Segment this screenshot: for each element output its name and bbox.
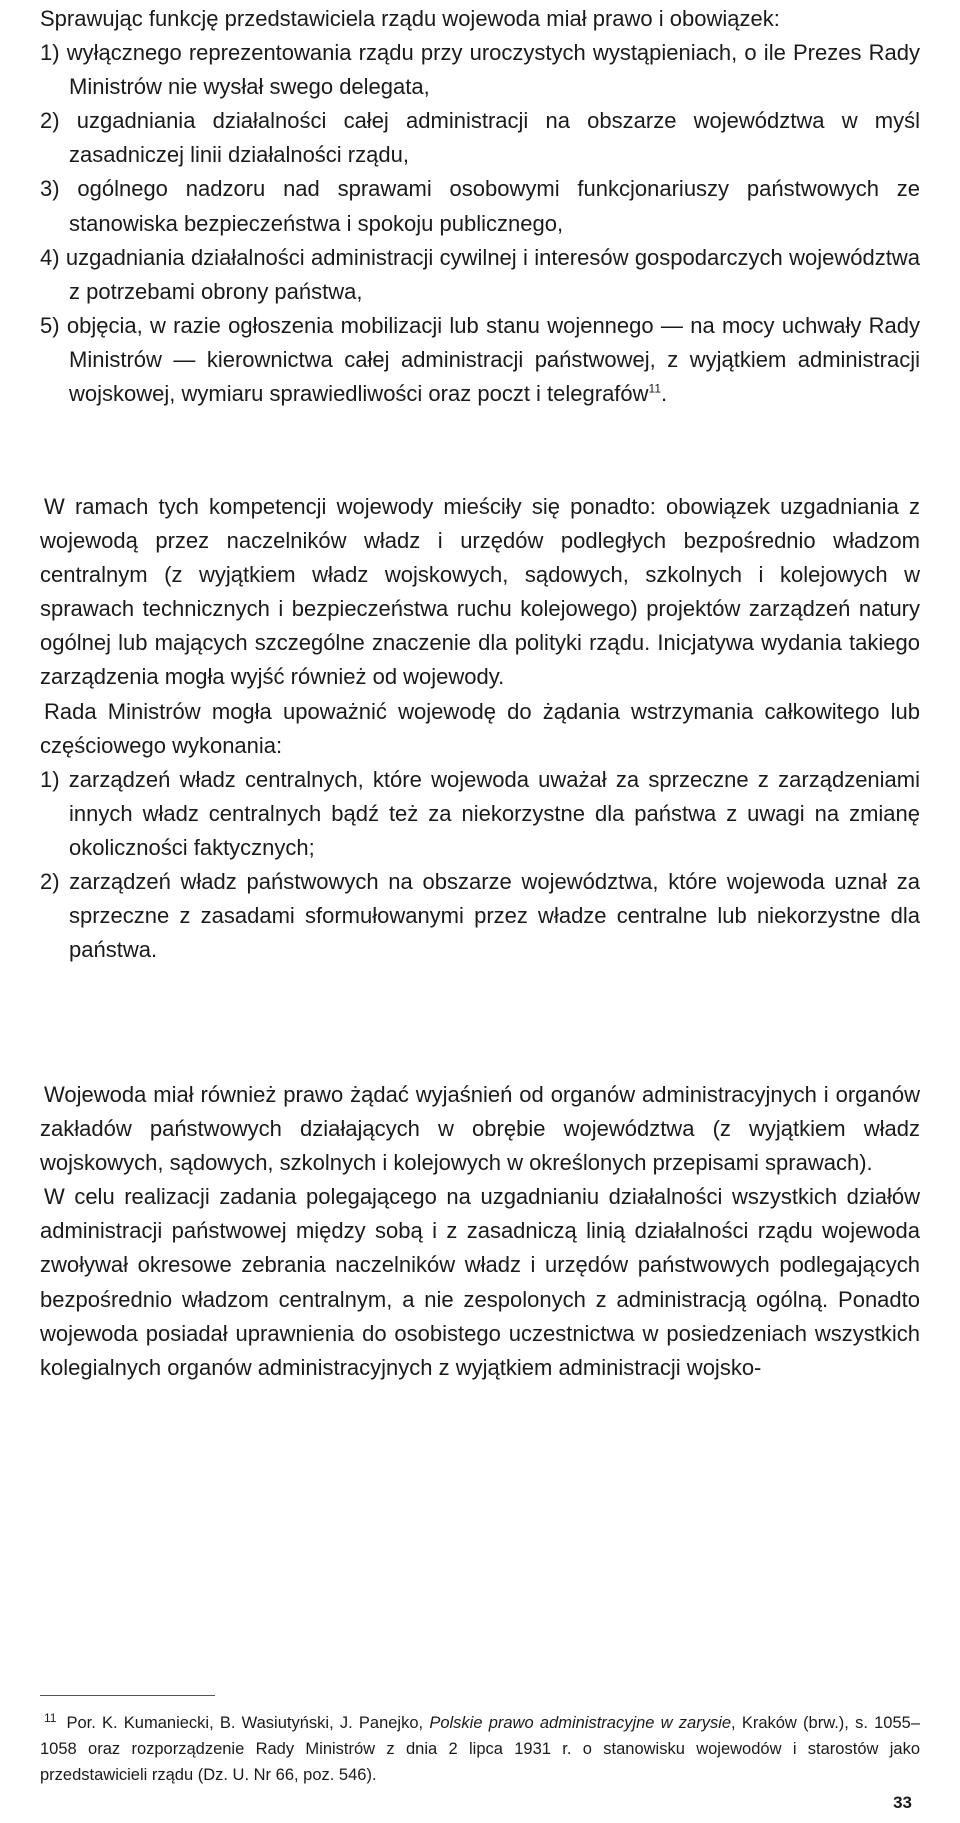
footnote-text-before: Por. K. Kumaniecki, B. Wasiutyński, J. Panejko,	[66, 1714, 430, 1732]
page-number: 33	[893, 1793, 912, 1812]
section-explanations	[40, 1078, 920, 1385]
list-item: 3) ogólnego nadzoru nad sprawami osobowymi funkcjonariuszy państwowych ze stanowiska bezpieczeństwa i spokoju publicznego,	[40, 176, 920, 236]
section-competences	[40, 490, 920, 967]
list-item-text: 5) objęcia, w razie ogłoszenia mobilizacji lub stanu wojennego — na mocy uchwały Rady Ministrów — kierownictwa całej administracji państwowej, z wyjątkiem administracji wojskowej, wymiaru sprawiedliwości oraz poczt i telegrafów	[40, 312, 920, 407]
footnote-divider	[40, 1695, 215, 1696]
list-item-end: .	[661, 381, 668, 407]
footnote-mark: 11	[44, 1710, 57, 1725]
footnote-reference: 11	[648, 381, 662, 396]
list-item: 2) zarządzeń władz państwowych na obszarze województwa, które wojewoda uznał za sprzeczne z zasadami sformułowanymi przez władze centralne lub niekorzystne dla państwa.	[40, 869, 920, 963]
list-item	[40, 309, 920, 411]
body-paragraph: W celu realizacji zadania polegającego na uzgadnianiu działalności wszystkich działów administracji państwowej między sobą i z zasadniczą linią działalności rządu wojewoda zwoływał okresowe zebrania naczelników władz i urzędów państwowych podlegających bezpośrednio władzom centralnym, a nie zespolonych z administracją ogólną. Ponadto wojewoda posiadał uprawnienia do osobistego uczestnictwa w posiedzeniach wszystkich kolegialnych organów administracyjnych z wyjątkiem administracji wojsko-	[40, 1184, 920, 1380]
body-paragraph: Rada Ministrów mogła upoważnić wojewodę do żądania wstrzymania całkowitego lub częściowego wykonania:	[40, 698, 920, 758]
list-item: 1) wyłącznego reprezentowania rządu przy uroczystych wystąpieniach, o ile Prezes Rady Ministrów nie wysłał swego delegata,	[40, 40, 920, 100]
footnote-book-title: Polskie prawo administracyjne w zarysie	[429, 1714, 732, 1732]
footnote	[40, 1710, 920, 1788]
body-paragraph: Wojewoda miał również prawo żądać wyjaśnień od organów administracyjnych i organów zakładów państwowych działających w obrębie województwa (z wyjątkiem władz wojskowych, sądowych, szkolnych i kolejowych w określonych przepisami sprawach).	[40, 1082, 920, 1176]
list-item: 1) zarządzeń władz centralnych, które wojewoda uważał za sprzeczne z zarządzeniami innych władz centralnych bądź też za niekorzystne dla państwa z uwagi na zmianę okoliczności faktycznych;	[40, 766, 920, 860]
footnote-text-after: , Kraków (brw.), s. 1055–1058 oraz rozporządzenie Rady Ministrów z dnia 2 lipca 1931 r. o stanowisku wojewodów i starostów jako przedstawicieli rządu (Dz. U. Nr 66, poz. 546).	[40, 1714, 920, 1784]
list-item: 2) uzgadniania działalności całej administracji na obszarze województwa w myśl zasadniczej linii działalności rządu,	[40, 108, 920, 168]
intro-paragraph: Sprawując funkcję przedstawiciela rządu wojewoda miał prawo i obowiązek:	[40, 6, 780, 31]
list-item: 4) uzgadniania działalności administracji cywilnej i interesów gospodarczych województwa z potrzebami obrony państwa,	[40, 244, 920, 304]
body-paragraph: W ramach tych kompetencji wojewody mieściły się ponadto: obowiązek uzgadniania z wojewodą przez naczelników władz i urzędów podległych bezpośrednio władzom centralnym (z wyjątkiem władz wojskowych, sądowych, szkolnych i kolejowych w sprawach technicznych i bezpieczeństwa ruchu kolejowego) projektów zarządzeń natury ogólnej lub mających szczególne znaczenie dla polityki rządu. Inicjatywa wydania takiego zarządzenia mogła wyjść również od wojewody.	[40, 494, 920, 690]
section-responsibilities	[40, 2, 920, 411]
